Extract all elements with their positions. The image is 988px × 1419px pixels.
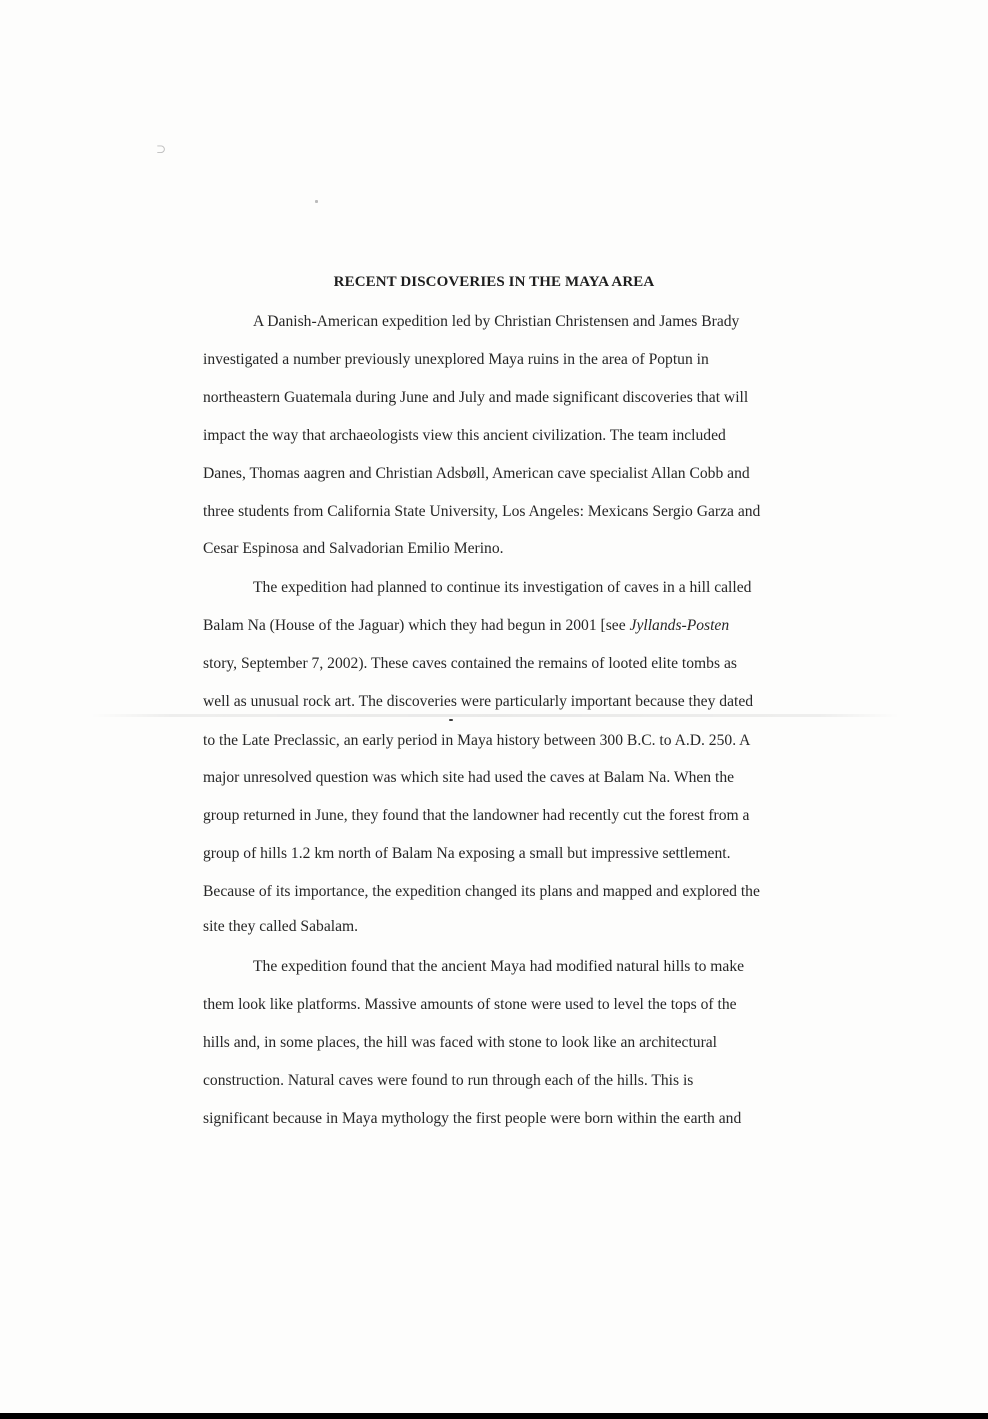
paragraph-1-line-1: A Danish-American expedition led by Christian Christensen and James Brady	[253, 313, 740, 330]
paragraph-2-line-8: group of hills 1.2 km north of Balam Na exposing a small but impressive settlement.	[203, 845, 731, 862]
paragraph-1-line-4: impact the way that archaeologists view this ancient civilization. The team included	[203, 427, 726, 444]
paragraph-3-line-5: significant because in Maya mythology the first people were born within the earth and	[203, 1110, 742, 1127]
paragraph-3-line-3: hills and, in some places, the hill was faced with stone to look like an architectural	[203, 1034, 718, 1051]
paragraph-1-line-5: Danes, Thomas aagren and Christian Adsbøll, American cave specialist Allan Cobb and	[203, 465, 750, 482]
paragraph-2-line-3: story, September 7, 2002). These caves contained the remains of looted elite tombs as	[203, 655, 737, 672]
paragraph-1-line-3: northeastern Guatemala during June and July and made significant discoveries that will	[203, 389, 749, 406]
paragraph-3-line-4: construction. Natural caves were found to run through each of the hills. This is	[203, 1072, 694, 1089]
paragraph-3-line-2: them look like platforms. Massive amounts of stone were used to level the tops of the	[203, 996, 737, 1013]
paragraph-2-line-6: major unresolved question was which site had used the caves at Balam Na. When the	[203, 769, 735, 786]
paragraph-2-line-5: to the Late Preclassic, an early period in Maya history between 300 B.C. to A.D. 250. A	[203, 732, 751, 749]
scan-bottom-border	[0, 1413, 988, 1419]
paragraph-2-line-1: The expedition had planned to continue its investigation of caves in a hill called	[253, 579, 752, 596]
line-text: Balam Na (House of the Jaguar) which they had begun in 2001 [see	[203, 617, 630, 634]
paragraph-2-line-9: Because of its importance, the expedition changed its plans and mapped and explored the	[203, 883, 760, 900]
newspaper-name: Jyllands-Posten	[629, 617, 730, 634]
paragraph-2-line-4: well as unusual rock art. The discoveries were particularly important because they dated	[203, 693, 754, 710]
scan-speck	[449, 719, 453, 721]
paragraph-1-line-7: Cesar Espinosa and Salvadorian Emilio Merino.	[203, 540, 504, 557]
scan-speck	[315, 200, 318, 203]
paragraph-2-line-10: site they called Sabalam.	[203, 918, 359, 935]
paper-fold-line	[90, 714, 900, 717]
document-title: RECENT DISCOVERIES IN THE MAYA AREA	[333, 274, 655, 290]
paragraph-1-line-6: three students from California State University, Los Angeles: Mexicans Sergio Garza and	[203, 503, 761, 520]
paragraph-3-line-1: The expedition found that the ancient Maya had modified natural hills to make	[253, 958, 745, 975]
paragraph-1-line-2: investigated a number previously unexplored Maya ruins in the area of Poptun in	[203, 351, 709, 368]
paragraph-2-line-7: group returned in June, they found that the landowner had recently cut the forest from a	[203, 807, 750, 824]
paragraph-2-line-2	[203, 616, 729, 636]
scan-mark: ⊃	[156, 142, 167, 156]
